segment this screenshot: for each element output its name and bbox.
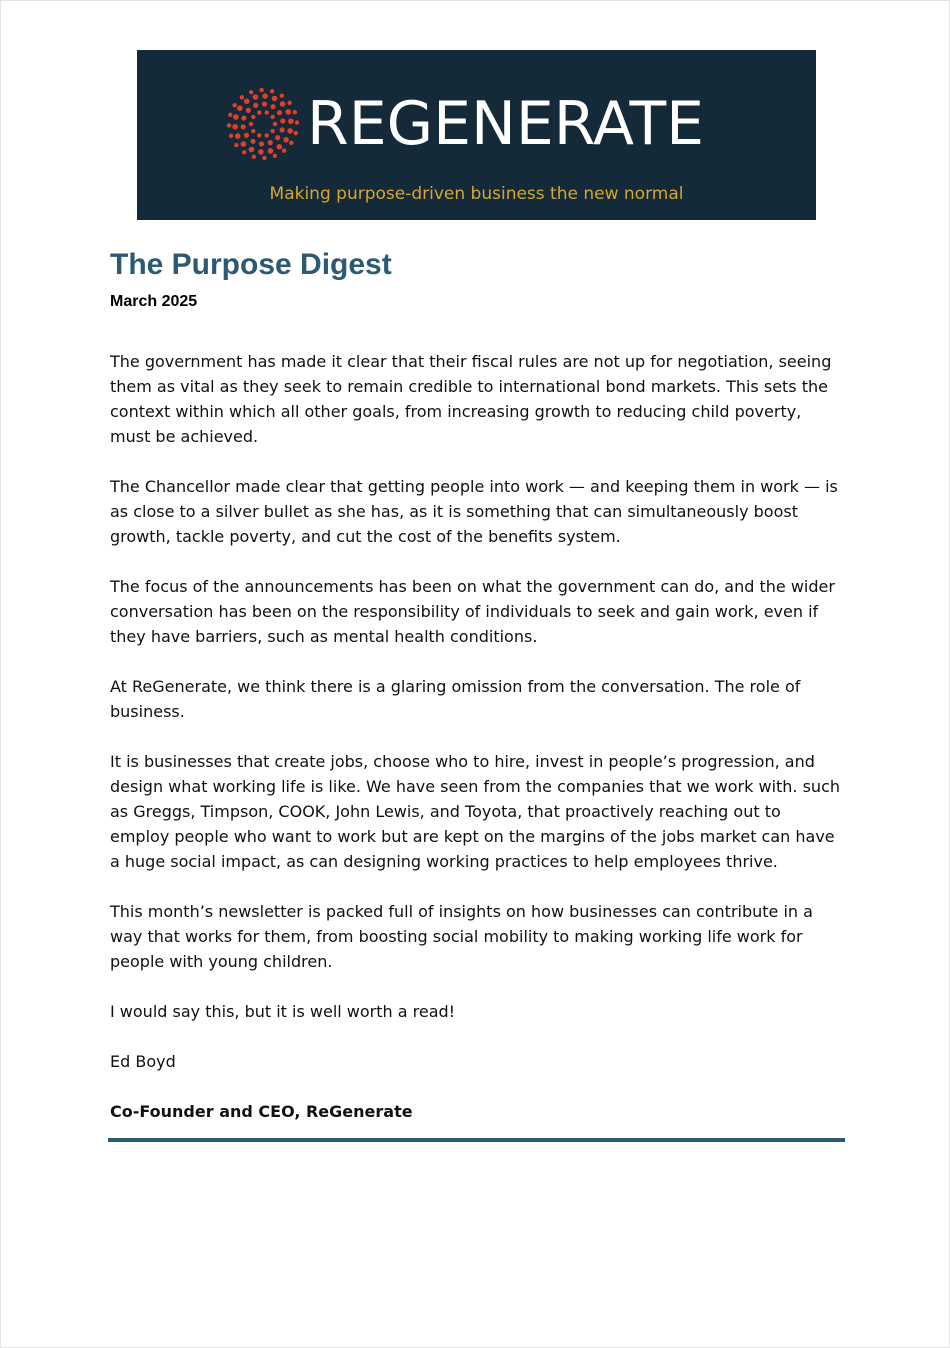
logo-dot bbox=[280, 93, 284, 97]
body-paragraph: The Chancellor made clear that getting people into work — and keeping them in work — is as close to a silver bullet as she has, as it is something that can simultaneously boost growth, tackle poverty, and cut the cost of the benefits system. bbox=[110, 477, 838, 546]
logo-dot bbox=[280, 118, 285, 123]
logo-dot bbox=[241, 141, 247, 147]
body-paragraph: I would say this, but it is well worth a read! bbox=[110, 1002, 456, 1021]
logo-dot bbox=[251, 115, 255, 119]
footer-divider bbox=[108, 1138, 845, 1142]
signature-name: Ed Boyd bbox=[110, 1052, 176, 1071]
newsletter-body bbox=[110, 349, 845, 1149]
logo-dot bbox=[233, 114, 239, 120]
logo-dot bbox=[277, 110, 282, 115]
logo-dot bbox=[277, 144, 283, 150]
logo-dot bbox=[280, 127, 285, 132]
logo-dot bbox=[275, 135, 280, 140]
signature-role: Co-Founder and CEO, ReGenerate bbox=[110, 1102, 413, 1121]
newsletter-title: The Purpose Digest bbox=[110, 248, 392, 281]
logo-dot bbox=[253, 94, 259, 100]
logo-dot bbox=[244, 133, 249, 138]
logo-dot bbox=[287, 128, 293, 134]
body-paragraph: It is businesses that create jobs, choose who to hire, invest in people’s progression, and design what working life is like. We have seen from the companies that we work with. such as Greggs, Timpson, COOK, John Lewis, and Toyota, that proactively reaching out to employ people who want to work but are kept on the margins of the jobs market can have a huge social impact, as can designing working practices to help employees thrive. bbox=[110, 752, 841, 871]
logo-dot bbox=[253, 103, 258, 108]
sunburst-dots-icon bbox=[227, 88, 299, 160]
logo-dot bbox=[251, 129, 255, 133]
logo-dot bbox=[270, 89, 274, 93]
logo-dot bbox=[271, 129, 275, 133]
logo-dot bbox=[241, 115, 246, 120]
logo-dot bbox=[295, 120, 299, 124]
logo-dot bbox=[270, 104, 275, 109]
logo-dot bbox=[265, 133, 269, 137]
logo-dot bbox=[250, 139, 255, 144]
logo-dot bbox=[240, 95, 244, 99]
logo-dot bbox=[288, 118, 294, 124]
logo-dot bbox=[273, 122, 277, 126]
logo-dot bbox=[285, 109, 291, 115]
logo-dot bbox=[268, 140, 273, 145]
logo-dot bbox=[259, 88, 263, 92]
logo-dot bbox=[232, 124, 238, 130]
logo-dot bbox=[249, 90, 253, 94]
logo-dot bbox=[257, 110, 261, 114]
logo-dot bbox=[262, 101, 267, 106]
brand-name: REGENERATE bbox=[307, 89, 705, 159]
logo-dot bbox=[287, 101, 291, 105]
logo-dot bbox=[246, 108, 251, 113]
logo-dot bbox=[252, 155, 256, 159]
logo-dot bbox=[249, 147, 255, 153]
body-paragraph: The focus of the announcements has been on what the government can do, and the wider conversation has been on the responsibility of individuals to seek and gain work, even if they have barriers, such as mental health conditions. bbox=[110, 577, 835, 646]
logo-dot bbox=[289, 141, 293, 145]
logo-dot bbox=[259, 141, 264, 146]
issue-date: March 2025 bbox=[110, 293, 198, 310]
body-paragraph: At ReGenerate, we think there is a glaring omission from the conversation. The role of business. bbox=[110, 677, 801, 721]
logo-dot bbox=[262, 156, 266, 160]
brand-tagline: Making purpose-driven business the new normal bbox=[269, 184, 684, 204]
logo-dot bbox=[272, 96, 278, 102]
logo-dot bbox=[234, 143, 238, 147]
logo-dot bbox=[273, 154, 277, 158]
logo-dot bbox=[268, 148, 274, 154]
logo-dot bbox=[271, 115, 275, 119]
logo-dot bbox=[262, 93, 268, 99]
logo-dot bbox=[241, 124, 246, 129]
logo-dot bbox=[228, 113, 232, 117]
logo-dot bbox=[235, 133, 241, 139]
body-paragraph: The government has made it clear that their fiscal rules are not up for negotiation, seeing them as vital as they seek to remain credible to international bond markets. This sets the context within which all other goals, from increasing growth to reducing child poverty, must be achieved. bbox=[110, 352, 832, 446]
logo-dot bbox=[229, 134, 233, 138]
logo-dot bbox=[282, 148, 286, 152]
logo-dot bbox=[280, 101, 286, 107]
logo-dot bbox=[242, 150, 246, 154]
logo-dot bbox=[249, 122, 253, 126]
logo-dot bbox=[293, 110, 297, 114]
logo-dot bbox=[232, 103, 236, 107]
logo-dot bbox=[257, 133, 261, 137]
logo-dot bbox=[258, 149, 264, 155]
logo-dot bbox=[237, 105, 243, 111]
logo-dot bbox=[283, 137, 289, 143]
header-banner bbox=[137, 50, 816, 220]
logo-dot bbox=[227, 123, 231, 127]
body-paragraph: This month’s newsletter is packed full of insights on how businesses can contribute in a way that works for them, from boosting social mobility to making working life work for people with young children. bbox=[110, 902, 813, 971]
logo-dot bbox=[294, 131, 298, 135]
logo-dot bbox=[244, 98, 250, 104]
logo-dot bbox=[265, 110, 269, 114]
